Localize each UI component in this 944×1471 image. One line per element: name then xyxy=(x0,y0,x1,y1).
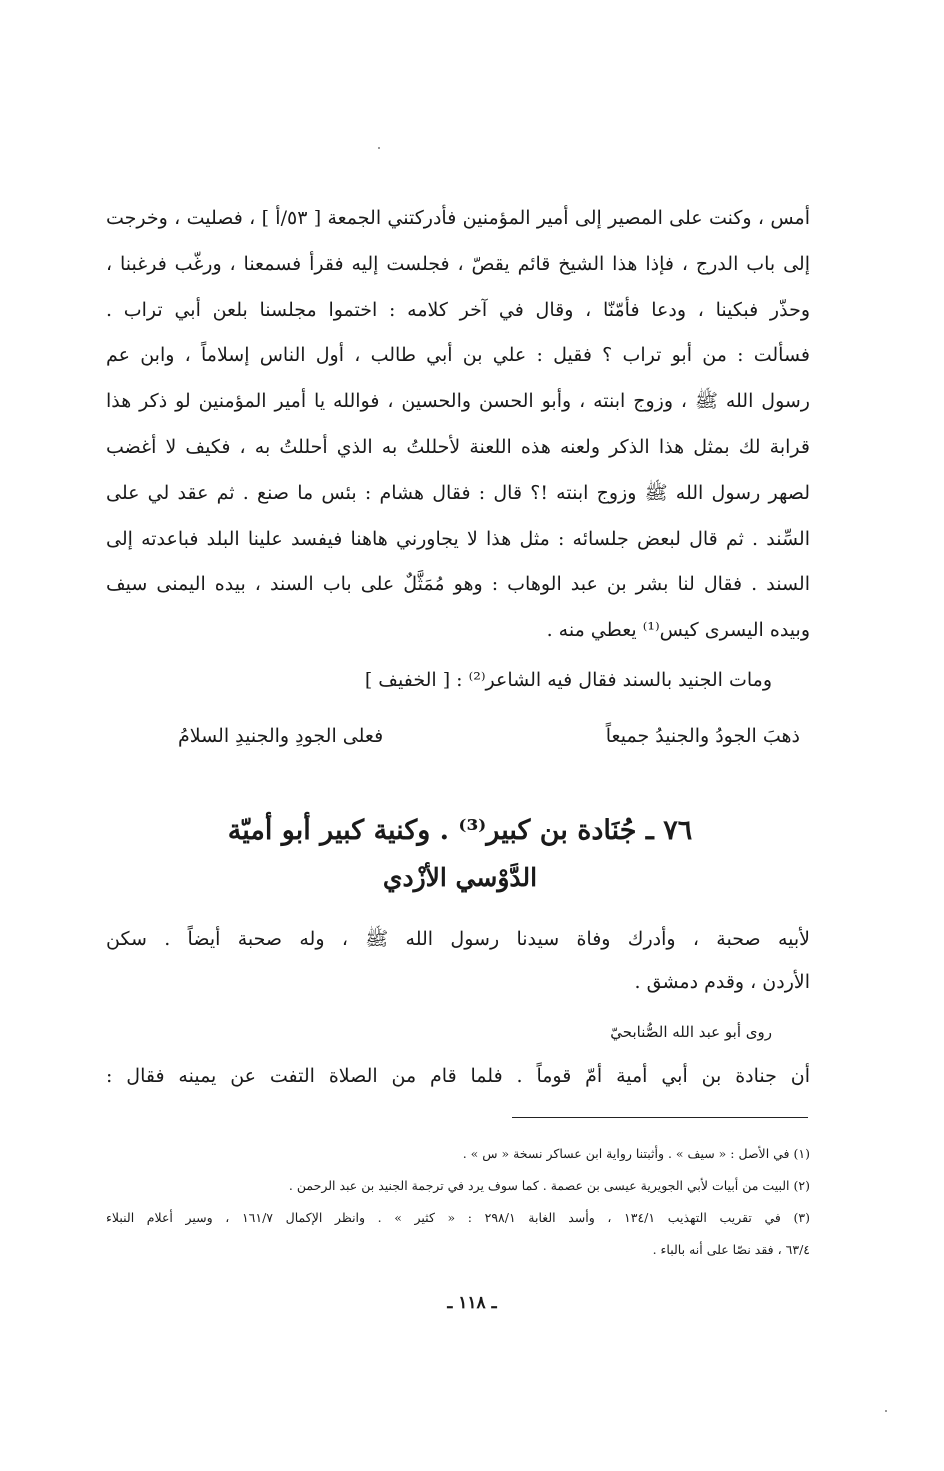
entry-heading: ٧٦ ـ جُنَادة بن كبير⁽³⁾ . وكنية كبير أبو أميّة xyxy=(227,815,693,846)
text-line: السِّند . ثم قال لبعض جلسائه : مثل هذا لا يجاورني هاهنا فيفسد علينا البلد فباعدته إلى xyxy=(106,527,810,550)
footnote: (٣) في تقريب التهذيب ١٣٤/١ ، وأسد الغابة ٢٩٨/١ : « كثير » . وانظر الإكمال ١٦١/٧ ، وسير أعلام النبلاء xyxy=(106,1210,810,1225)
text-line: الأردن ، وقدم دمشق . xyxy=(634,971,810,993)
hadith-line: أن جنادة بن أبي أمية أمّ قوماً . فلما قام من الصلاة التفت عن يمينه فقال : xyxy=(106,1065,810,1087)
text-line: لأبيه صحبة ، وأدرك وفاة سيدنا رسول الله ﷺ ، وله صحبة أيضاً . سكن xyxy=(106,928,810,950)
text-line: أمس ، وكنت على المصير إلى أمير المؤمنين فأدركتني الجمعة [ ٥٣/أ ] ، فصليت ، وخرجت xyxy=(106,207,810,229)
first-hemistich: ذهبَ الجودُ والجنيدُ جميعاً xyxy=(605,725,800,747)
text-line: لصهر رسول الله ﷺ وزوج ابنته !؟ قال : فقال هشام : بئس ما صنع . ثم عقد لي على xyxy=(106,481,810,504)
text-line: رسول الله ﷺ ، وزوج ابنته ، وأبو الحسن والحسين ، فوالله يا أمير المؤمنين لو ذكر هذا xyxy=(106,390,810,413)
text-line: إلى باب الدرج ، فإذا هذا الشيخ قائم يقصّ ، فجلست إليه فقرأ فسمعنا ، ورغّب فرغبنا ، xyxy=(106,252,810,275)
footnotes xyxy=(106,1138,810,1266)
page-number: ـ ١١٨ ـ xyxy=(447,1293,497,1313)
footnote: (١) في الأصل : « سيف » . وأثبتنا رواية ابن عساكر نسخة « س » . xyxy=(462,1146,810,1161)
scan-speck xyxy=(885,1410,887,1412)
text-line: السند . فقال لنا بشر بن عبد الوهاب : وهو مُمَثَّلٌ على باب السند ، بيده اليمنى سيف xyxy=(106,573,810,596)
footnote-divider xyxy=(512,1117,808,1118)
text-line: وحذّر فبكينا ، ودعا فأمّنّا ، وقال في آخر كلامه : اختموا مجلسنا بلعن أبي تراب . xyxy=(106,298,810,321)
entry-biography xyxy=(106,918,810,1004)
footnote: (٢) البيت من أبيات لأبي الجويرية عيسى بن عصمة . كما سوف يرد في ترجمة الجنيد بن عبد الرحمن . xyxy=(288,1178,810,1193)
main-text xyxy=(106,196,810,654)
text-line: فسألت : من أبو تراب ؟ فقيل : علي بن أبي طالب ، أول الناس إسلاماً ، وابن عم xyxy=(106,344,810,367)
text-line: قرابة لك بمثل هذا الذكر ولعنه هذه اللعنة لأحللتُ به الذي أحللتُ به ، فكيف لا أغضب xyxy=(106,435,810,458)
poem-verse xyxy=(150,716,800,756)
text-line: وبيده اليسرى كيس⁽¹⁾ يعطي منه . xyxy=(546,619,810,642)
scan-speck xyxy=(378,147,380,149)
isnad-line: روى أبو عبد الله الصُّنابحيّ xyxy=(610,1023,772,1041)
footnote-continuation: ٦٣/٤ ، فقد نصّا على أنه بالباء . xyxy=(652,1242,810,1257)
poem-intro: ومات الجنيد بالسند فقال فيه الشاعر⁽²⁾ : [ الخفيف ] xyxy=(364,669,772,691)
second-hemistich: فعلى الجودِ والجنيدِ السلامُ xyxy=(178,725,384,747)
entry-subheading: الدَّوْسي الأزْدي xyxy=(382,863,538,892)
